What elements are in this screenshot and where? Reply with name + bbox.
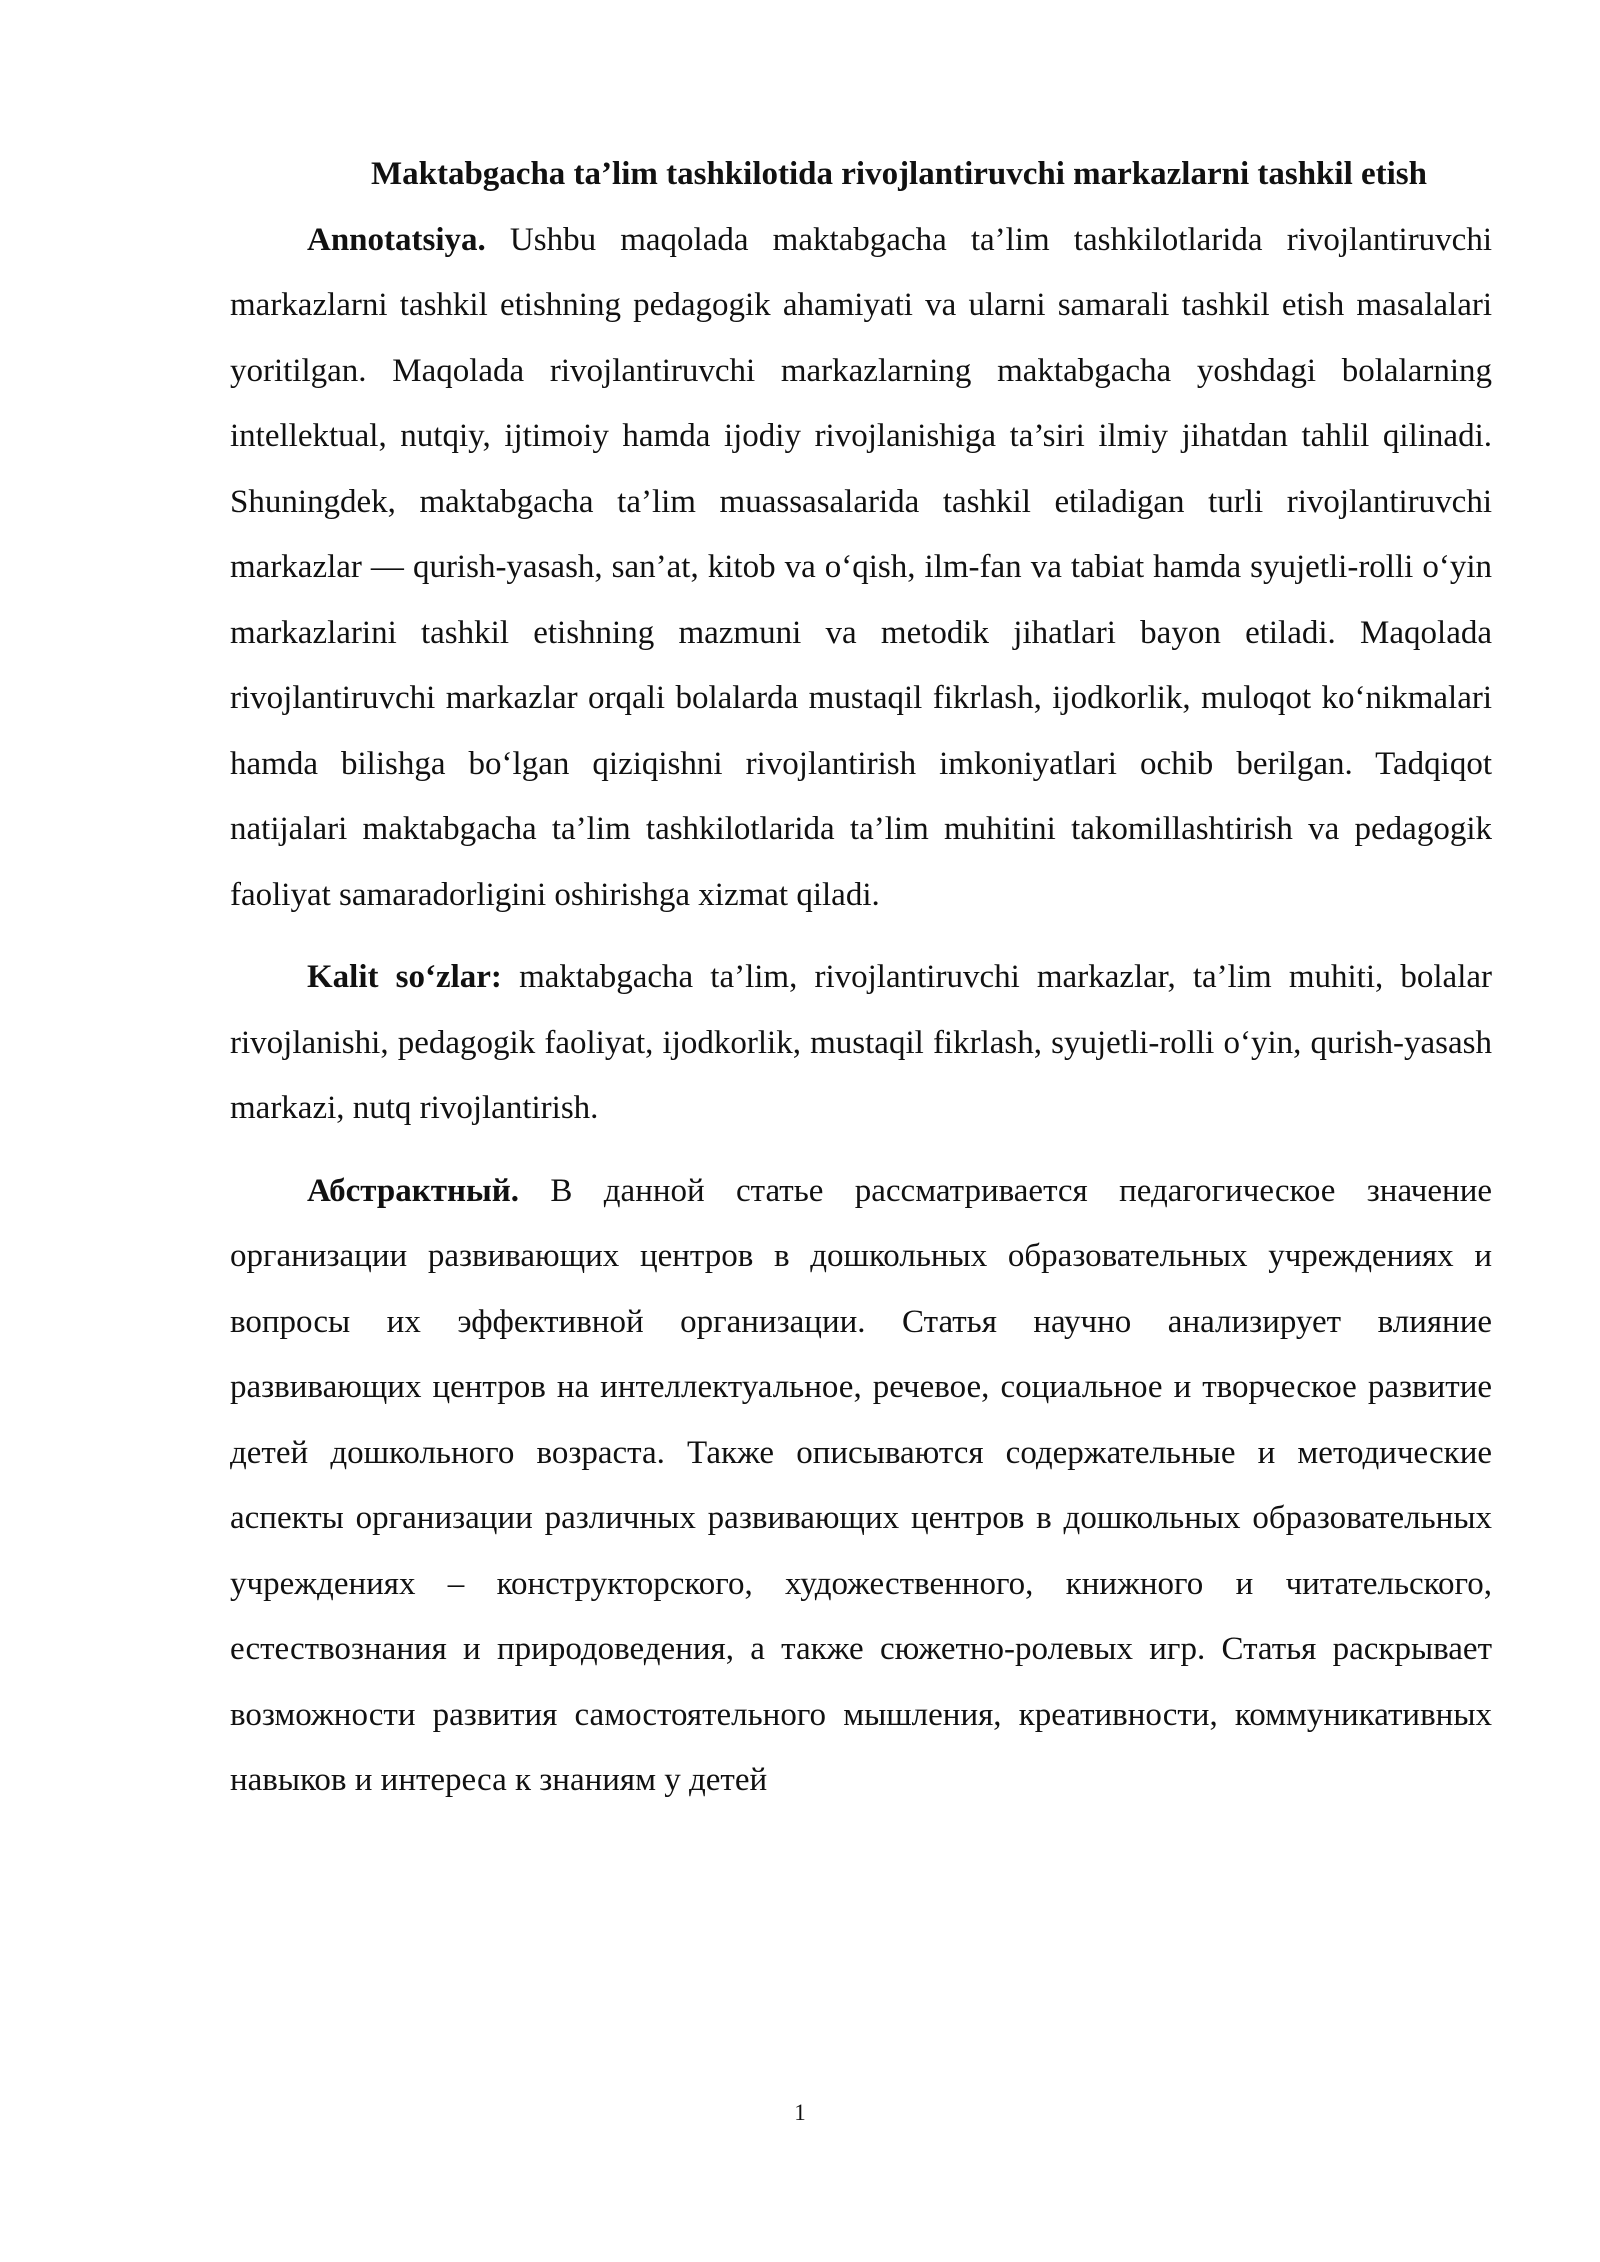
document-body [230, 142, 1492, 1814]
abstract-ru-label: Абстрактный. [307, 1172, 520, 1209]
keywords-label: Kalit so‘zlar: [307, 959, 502, 995]
abstract-ru-text: В данной статье рассматривается педагогическое значение организации развивающих центров в дошкольных образовательных учреждениях и вопросы их эффективной организации. Статья научно анализирует влияние развивающих центров на интеллектуальное, речевое, социальное и творческое развитие детей дошкольного возраста. Также описываются содержательные и методические аспекты организации различных развивающих центров в дошкольных образовательных учреждениях – конструкторского, художественного, книжного и читательского, естествознания и природоведения, а также сюжетно-ролевых игр. Статья раскрывает возможности развития самостоятельного мышления, креативности, коммуникативных навыков и интереса к знаниям у детей [230, 1172, 1492, 1798]
keywords-paragraph [230, 945, 1492, 1142]
annotation-text: Ushbu maqolada maktabgacha ta’lim tashkilotlarida rivojlantiruvchi markazlarni tashkil etishning pedagogik ahamiyati va ularni samarali tashkil etish masalalari yoritilgan. Maqolada rivojlantiruvchi markazlarning maktabgacha yoshdagi bolalarning intellektual, nutqiy, ijtimoiy hamda ijodiy rivojlanishiga ta’siri ilmiy jihatdan tahlil qilinadi. Shuningdek, maktabgacha ta’lim muassasalarida tashkil etiladigan turli rivojlantiruvchi markazlar — qurish-yasash, san’at, kitob va o‘qish, ilm-fan va tabiat hamda syujetli-rolli o‘yin markazlarini tashkil etishning mazmuni va metodik jihatlari bayon etiladi. Maqolada rivojlantiruvchi markazlar orqali bolalarda mustaqil fikrlash, ijodkorlik, muloqot ko‘nikmalari hamda bilishga bo‘lgan qiziqishni rivojlantirish imkoniyatlari ochib berilgan. Tadqiqot natijalari maktabgacha ta’lim tashkilotlarida ta’lim muhitini takomillashtirish va pedagogik faoliyat samaradorligini oshirishga xizmat qiladi. [230, 221, 1492, 913]
abstract-ru-paragraph [230, 1159, 1492, 1814]
document-title: Maktabgacha ta’lim tashkilotida rivojlantiruvchi markazlarni tashkil etish [370, 156, 1428, 192]
keywords-text: maktabgacha ta’lim, rivojlantiruvchi markazlar, ta’lim muhiti, bolalar rivojlanishi, pedagogik faoliyat, ijodkorlik, mustaqil fikrlash, syujetli-rolli o‘yin, qurish-yasash markazi, nutq rivojlantirish. [230, 959, 1492, 1126]
annotation-label: Annotatsiya. [307, 221, 486, 258]
page-number: 1 [794, 2100, 806, 2125]
annotation-paragraph [230, 208, 1492, 929]
